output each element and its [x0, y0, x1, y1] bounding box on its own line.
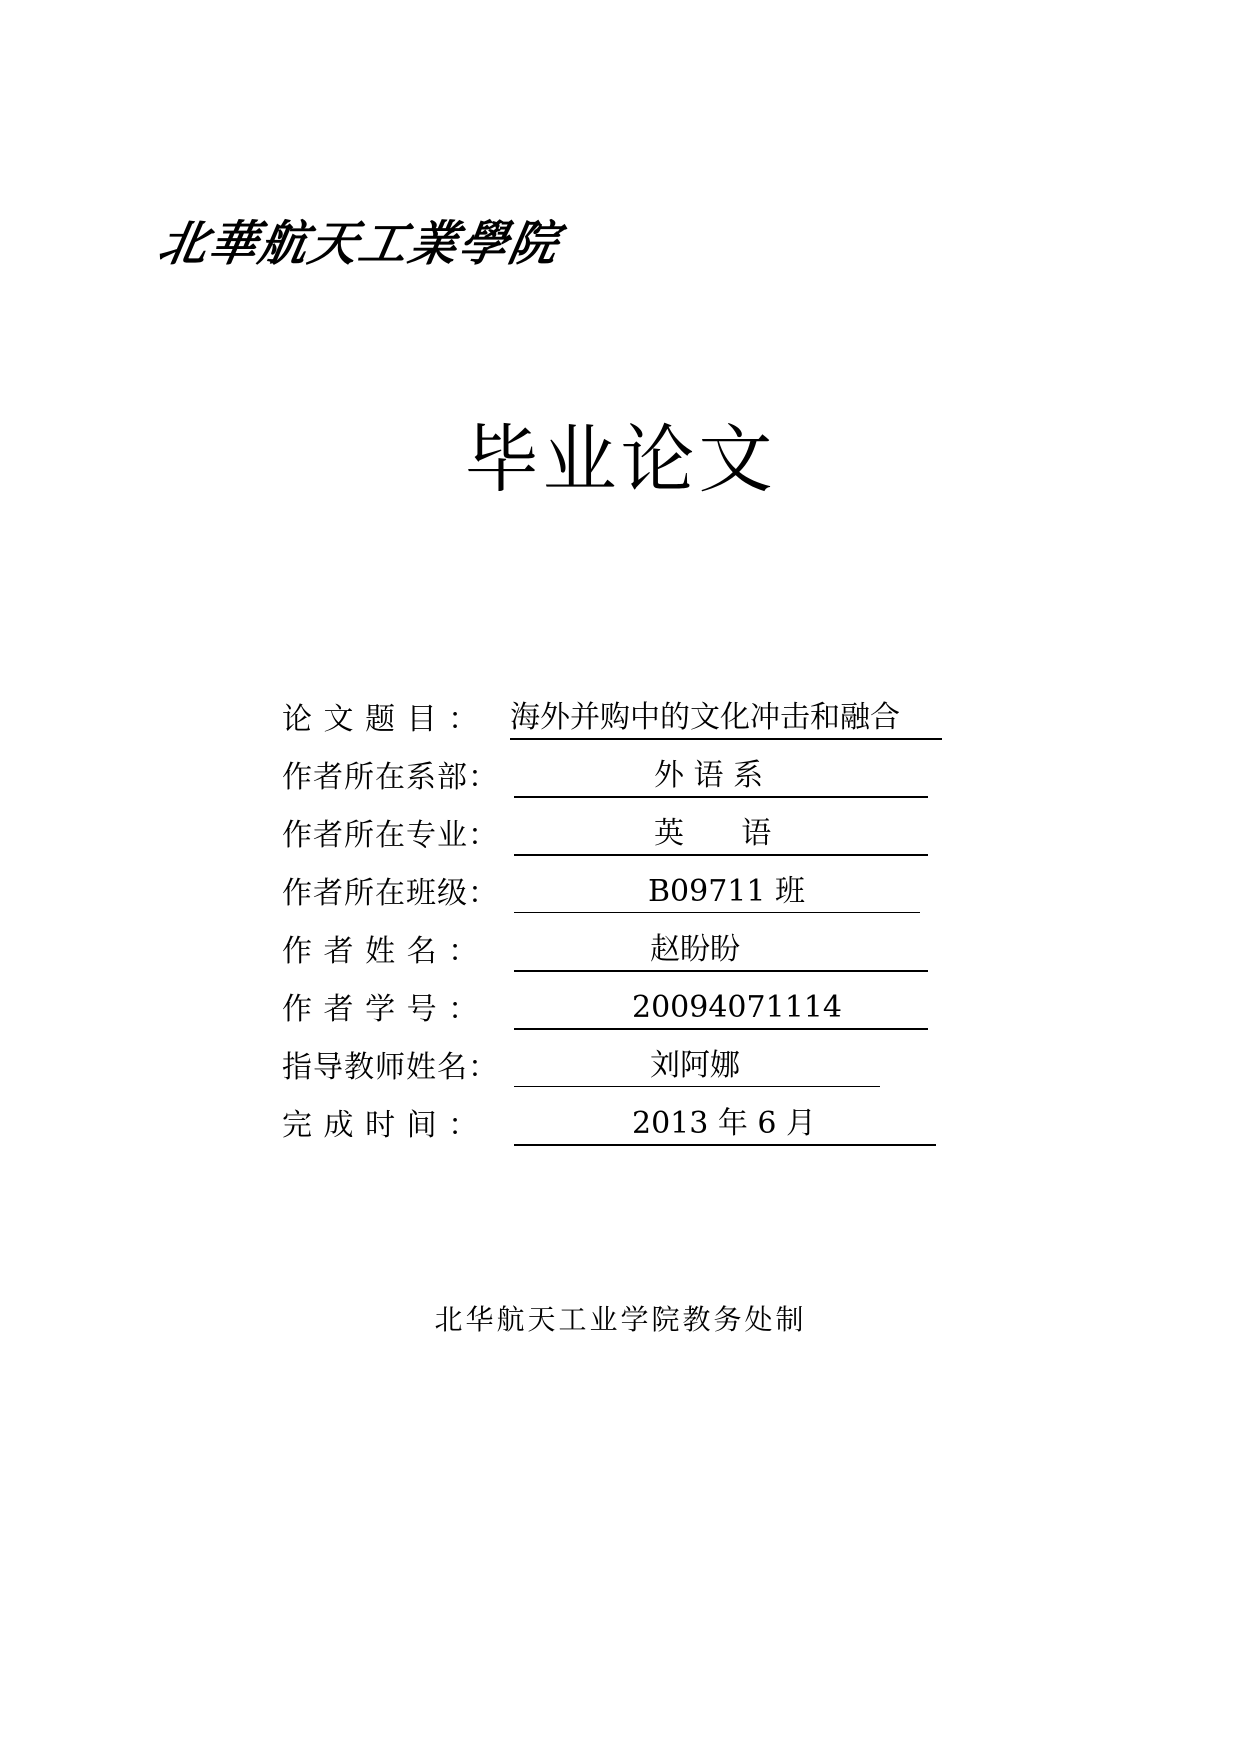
field-value-major: 英 语	[514, 812, 928, 856]
field-value-completion-date: 2013 年 6 月	[514, 1102, 936, 1146]
field-label-department: 作者所在系部：	[282, 760, 499, 795]
field-label-major: 作者所在专业：	[282, 818, 499, 853]
field-label-author-name: 作 者 姓 名 ：	[282, 934, 480, 969]
field-label-student-id: 作 者 学 号 ：	[282, 992, 480, 1027]
field-value-student-id: 20094071114	[514, 986, 928, 1030]
field-value-class: B09711 班	[514, 870, 920, 913]
field-label-advisor: 指导教师姓名：	[282, 1050, 499, 1085]
field-value-advisor: 刘阿娜	[514, 1044, 880, 1087]
school-logo: 北華航天工業學院	[154, 216, 565, 272]
page-title: 毕业论文	[464, 417, 777, 503]
field-value-author-name: 赵盼盼	[514, 928, 928, 972]
field-label-class: 作者所在班级：	[282, 876, 499, 911]
field-label-thesis-title: 论 文 题 目 ：	[282, 702, 480, 737]
footer-issuer: 北华航天工业学院教务处制	[434, 1303, 807, 1336]
field-label-completion-date: 完 成 时 间 ：	[282, 1108, 480, 1143]
field-value-department: 外 语 系	[514, 754, 928, 798]
field-value-thesis-title: 海外并购中的文化冲击和融合	[510, 696, 942, 740]
